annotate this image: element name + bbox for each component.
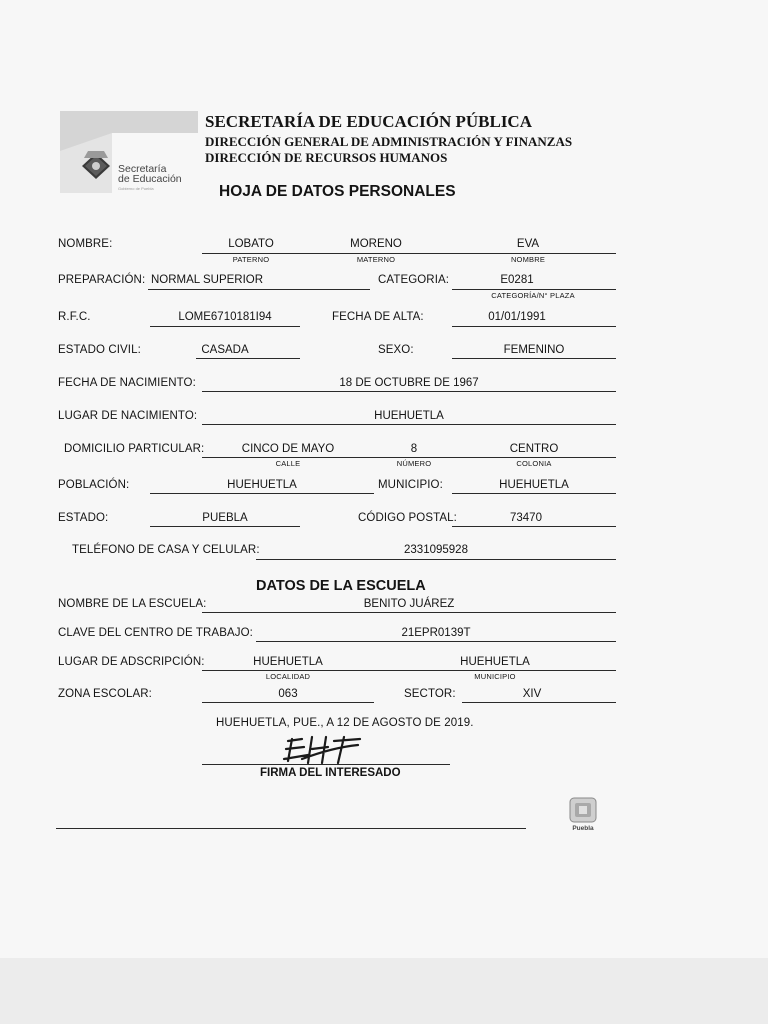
nombre-underline: [202, 253, 616, 254]
logo-text-line1: Secretaría: [118, 163, 167, 175]
municipio-escuela-value: HUEHUETLA: [460, 656, 530, 668]
numero-value: 8: [410, 443, 418, 455]
colonia-caption: COLONIA: [516, 459, 552, 468]
localidad-value: HUEHUETLA: [253, 656, 323, 668]
fecha-alta-label: FECHA DE ALTA:: [332, 311, 424, 323]
codigo-postal-value: 73470: [510, 512, 542, 524]
bottom-line: [56, 828, 526, 829]
telefono-label: TELÉFONO DE CASA Y CELULAR:: [72, 544, 260, 556]
firma-line: [202, 764, 450, 765]
estado-civil-value: CASADA: [201, 344, 249, 356]
poblacion-underline: [150, 493, 374, 494]
municipio-label: MUNICIPIO:: [378, 479, 443, 491]
fecha-nacimiento-label: FECHA DE NACIMIENTO:: [58, 377, 196, 389]
clave-centro-value: 21EPR0139T: [401, 627, 471, 639]
apellido-paterno-value: LOBATO: [228, 238, 274, 250]
municipio-value: HUEHUETLA: [499, 479, 569, 491]
agency-subtitle-1: DIRECCIÓN GENERAL DE ADMINISTRACIÓN Y FINANZAS: [205, 134, 573, 149]
categoria-value: E0281: [500, 274, 534, 286]
telefono-underline: [256, 559, 616, 560]
estado-value: PUEBLA: [202, 512, 248, 524]
nombre-escuela-value: BENITO JUÁREZ: [363, 598, 455, 610]
sexo-label: SEXO:: [378, 344, 414, 356]
poblacion-value: HUEHUETLA: [227, 479, 297, 491]
estado-label: ESTADO:: [58, 512, 109, 524]
municipio-underline: [452, 493, 616, 494]
puebla-seal: [568, 796, 598, 836]
estado-underline: [150, 526, 300, 527]
form-title: HOJA DE DATOS PERSONALES: [219, 183, 456, 200]
signature-image: [278, 733, 362, 767]
nombre-value: EVA: [516, 238, 540, 250]
fecha-alta-value: 01/01/1991: [488, 311, 546, 323]
clave-centro-underline: [256, 641, 616, 642]
calle-caption: CALLE: [275, 459, 301, 468]
nombre-escuela-underline: [202, 612, 616, 613]
logo-subtext: Gobierno de Puebla: [118, 186, 154, 191]
sector-label: SECTOR:: [404, 688, 456, 700]
fecha-nacimiento-underline: [202, 391, 616, 392]
lugar-nacimiento-underline: [202, 424, 616, 425]
rfc-underline: [150, 326, 300, 327]
numero-caption: NÚMERO: [396, 459, 432, 468]
preparacion-underline: [148, 289, 370, 290]
clave-centro-label: CLAVE DEL CENTRO DE TRABAJO:: [58, 627, 253, 639]
rfc-label: R.F.C.: [58, 311, 91, 323]
fecha-nacimiento-value: 18 DE OCTUBRE DE 1967: [339, 377, 479, 389]
paterno-caption: PATERNO: [232, 255, 270, 264]
calle-value: CINCO DE MAYO: [241, 443, 335, 455]
escuela-section-title: DATOS DE LA ESCUELA: [256, 578, 426, 594]
nombre-escuela-label: NOMBRE DE LA ESCUELA:: [58, 598, 207, 610]
nombre-label: NOMBRE:: [58, 238, 113, 250]
firma-label: FIRMA DEL INTERESADO: [260, 767, 401, 779]
nombre-caption: NOMBRE: [510, 255, 546, 264]
zona-escolar-label: ZONA ESCOLAR:: [58, 688, 152, 700]
lugar-fecha: HUEHUETLA, PUE., A 12 DE AGOSTO DE 2019.: [216, 717, 474, 729]
sector-underline: [462, 702, 616, 703]
materno-caption: MATERNO: [356, 255, 396, 264]
lugar-nacimiento-label: LUGAR DE NACIMIENTO:: [58, 410, 198, 422]
logo-text-line2: de Educación: [118, 173, 182, 185]
rfc-value: LOME6710181I94: [178, 311, 272, 323]
codigo-postal-label: CÓDIGO POSTAL:: [358, 512, 457, 524]
domicilio-underline: [202, 457, 616, 458]
lugar-nacimiento-value: HUEHUETLA: [374, 410, 444, 422]
telefono-value: 2331095928: [404, 544, 468, 556]
apellido-materno-value: MORENO: [350, 238, 402, 250]
sexo-underline: [452, 358, 616, 359]
localidad-caption: LOCALIDAD: [265, 672, 311, 681]
scan-background: [0, 958, 768, 1024]
estado-civil-label: ESTADO CIVIL:: [58, 344, 141, 356]
zona-escolar-underline: [202, 702, 374, 703]
domicilio-label: DOMICILIO PARTICULAR:: [64, 443, 205, 455]
colonia-value: CENTRO: [509, 443, 559, 455]
zona-escolar-value: 063: [278, 688, 298, 700]
municipio-escuela-caption: MUNICIPIO: [474, 672, 516, 681]
seal-text: Puebla: [572, 825, 594, 832]
preparacion-label: PREPARACIÓN:: [58, 274, 146, 286]
categoria-label: CATEGORIA:: [378, 274, 450, 286]
sector-value: XIV: [522, 688, 542, 700]
estado-civil-underline: [196, 358, 300, 359]
codigo-postal-underline: [452, 526, 616, 527]
agency-subtitle-2: DIRECCIÓN DE RECURSOS HUMANOS: [205, 150, 448, 165]
categoria-caption: CATEGORÍA/N° PLAZA: [491, 291, 575, 300]
adscripcion-underline: [202, 670, 616, 671]
preparacion-value: NORMAL SUPERIOR: [151, 274, 264, 286]
agency-title: SECRETARÍA DE EDUCACIÓN PÚBLICA: [205, 112, 532, 131]
poblacion-label: POBLACIÓN:: [58, 479, 130, 491]
categoria-underline: [452, 289, 616, 290]
lugar-adscripcion-label: LUGAR DE ADSCRIPCIÓN:: [58, 656, 205, 668]
sexo-value: FEMENINO: [503, 344, 565, 356]
fecha-alta-underline: [452, 326, 616, 327]
